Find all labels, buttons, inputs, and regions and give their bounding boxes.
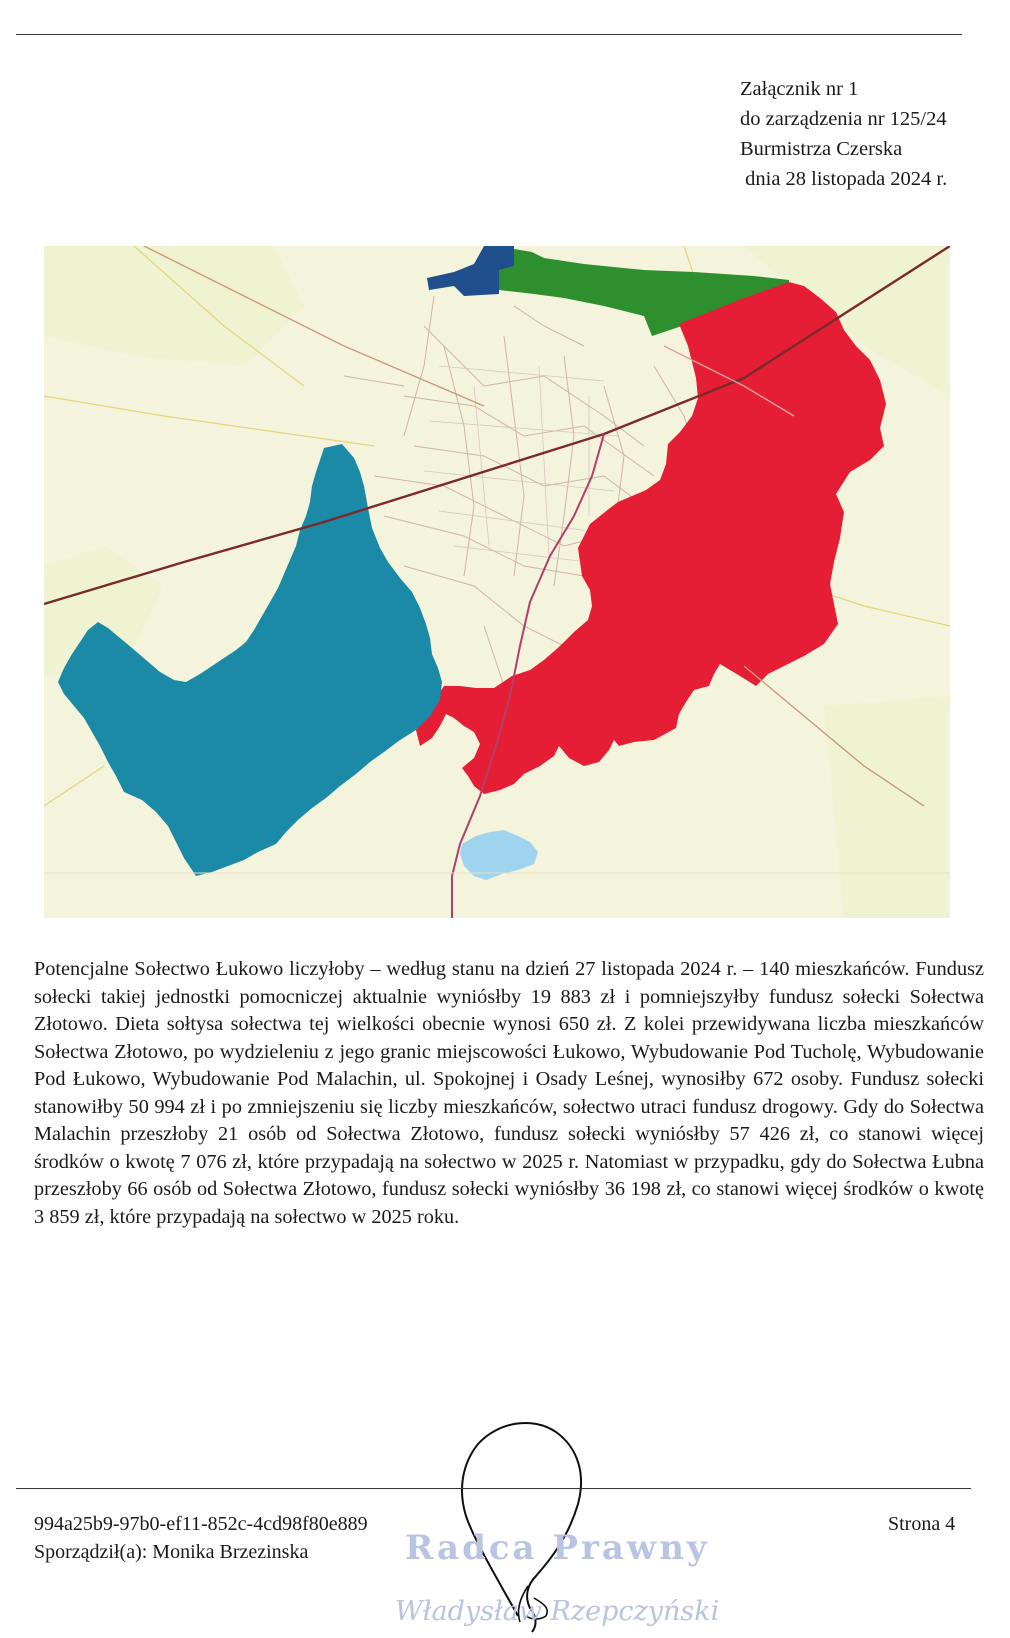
annex-header xyxy=(740,74,947,194)
annex-ordinance: do zarządzenia nr 125/24 xyxy=(740,108,947,130)
map-canvas xyxy=(44,246,950,918)
annex-number: Załącznik nr 1 xyxy=(740,78,859,100)
document-id: 994a25b9-97b0-ef11-852c-4cd98f80e889 xyxy=(34,1513,368,1535)
footer-meta xyxy=(34,1510,368,1566)
explanation-paragraph: Potencjalne Sołectwo Łukowo liczyłoby – według stanu na dzień 27 listopada 2024 r. – 140 mieszkańców. Fundusz sołecki takiej jednostki pomocniczej aktualnie wyniósłby 19 883 zł i pomniejszyłby fundusz sołecki Sołectwa Złotowo. Dieta sołtysa sołectwa tej wielkości obecnie wynosi 650 zł. Z kolei przewidywana liczba mieszkańców Sołectwa Złotowo, po wydzieleniu z jego granic miejscowości Łukowo, Wybudowanie Pod Tucholę, Wybudowanie Pod Łukowo, Wybudowanie Pod Malachin, ul. Spokojnej i Osady Leśnej, wynosiłby 672 osoby. Fundusz sołecki stanowiłby 50 994 zł i po zmniejszeniu się liczby mieszkańców, sołectwo utraci fundusz drogowy. Gdy do Sołectwa Malachin przeszłoby 21 osób od Sołectwa Złotowo, fundusz sołecki wyniósłby 57 426 zł, co stanowi więcej środków o kwotę 7 076 zł, które przypadają na sołectwo w 2025 r. Natomiast w przypadku, gdy do Sołectwa Łubna przeszłoby 66 osób od Sołectwa Złotowo, fundusz sołecki wyniósłby 36 198 zł, co stanowi więcej środków o kwotę 3 859 zł, które przypadają na sołectwo w 2025 roku. xyxy=(34,958,984,1228)
annex-date: dnia 28 listopada 2024 r. xyxy=(740,168,948,190)
prepared-by: Sporządził(a): Monika Brzezinska xyxy=(34,1541,309,1563)
bottom-divider xyxy=(16,1488,971,1489)
annex-issuer: Burmistrza Czerska xyxy=(740,138,903,160)
forest-area xyxy=(824,696,950,918)
top-divider xyxy=(16,34,962,35)
stamp-title: Radca Prawny xyxy=(405,1528,710,1568)
page-number: Strona 4 xyxy=(888,1513,956,1535)
village-map xyxy=(44,246,950,918)
stamp-name: Władysław Rzepczyński xyxy=(395,1596,720,1627)
